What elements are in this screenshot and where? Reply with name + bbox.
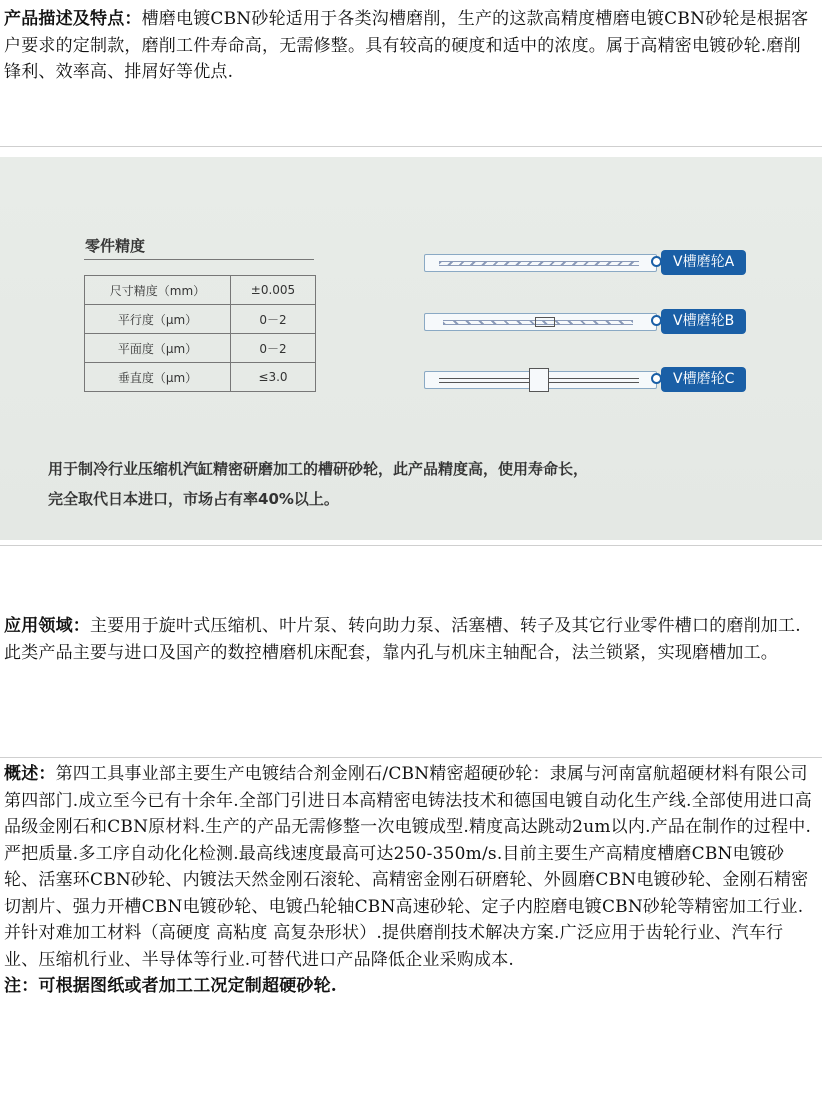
wheel-b-label: V槽磨轮B [661, 309, 746, 334]
table-cell-value: 0－2 [231, 305, 316, 334]
table-cell-label: 垂直度（μm） [85, 363, 231, 392]
panel-title-underline [84, 259, 314, 260]
table-row [85, 363, 316, 392]
table-cell-value: ±0.005 [231, 276, 316, 305]
wheel-b-hub [535, 317, 555, 327]
table-cell-label: 平面度（μm） [85, 334, 231, 363]
wheel-diagram-c [424, 367, 764, 393]
wheel-diagram-a [424, 250, 764, 276]
table-row [85, 334, 316, 363]
application-label: 应用领域： [4, 616, 90, 636]
wheel-c-label: V槽磨轮C [661, 367, 746, 392]
divider [0, 146, 822, 147]
overview-paragraph [4, 761, 816, 1000]
panel-caption-line-1: 用于制冷行业压缩机汽缸精密研磨加工的槽研砂轮，此产品精度高，使用寿命长， [48, 460, 589, 478]
table-cell-label: 平行度（μm） [85, 305, 231, 334]
precision-table [84, 275, 316, 392]
wheel-diagram-b [424, 309, 764, 335]
overview-label: 概述： [4, 764, 56, 784]
product-image-panel [0, 157, 822, 540]
wheel-a-label: V槽磨轮A [661, 250, 746, 275]
overview-note: 注：可根据图纸或者加工工况定制超硬砂轮. [4, 976, 337, 996]
features-text: 槽磨电镀CBN砂轮适用于各类沟槽磨削，生产的这款高精度槽磨电镀CBN砂轮是根据客户要求的定制款，磨削工件寿命高，无需修整。具有较高的硬度和适中的浓度。属于高精密电镀砂轮.磨削锋利、效率高、排屑好等优点. [4, 9, 809, 82]
divider [0, 757, 822, 758]
wheel-c-hub [529, 368, 549, 392]
features-label: 产品描述及特点： [4, 9, 142, 29]
application-paragraph [4, 613, 816, 666]
table-row [85, 305, 316, 334]
features-paragraph [4, 6, 816, 86]
wheel-a-pattern [439, 261, 639, 266]
wheel-b-body [424, 313, 657, 331]
table-cell-value: ≤3.0 [231, 363, 316, 392]
application-text: 主要用于旋叶式压缩机、叶片泵、转向助力泵、活塞槽、转子及其它行业零件槽口的磨削加工.此类产品主要与进口及国产的数控槽磨机床配套，靠内孔与机床主轴配合，法兰锁紧，实现磨槽加工。 [4, 616, 801, 663]
panel-caption-line-2: 完全取代日本进口，市场占有率40%以上。 [48, 490, 339, 508]
table-cell-label: 尺寸精度（mm） [85, 276, 231, 305]
overview-text: 第四工具事业部主要生产电镀结合剂金刚石/CBN精密超硬砂轮：隶属与河南富航超硬材料有限公司第四部门.成立至今已有十余年.全部门引进日本高精密电铸法技术和德国电镀自动化生产线.全部使用进口高品级金刚石和CBN原材料.生产的产品无需修整一次电镀成型.精度高达跳动2um以内.产品在制作的过程中.严把质量.多工序自动化化检测.最高线速度最高可达250-350m/s.目前主要生产高精度槽磨CBN电镀砂轮、活塞环CBN砂轮、内镀法天然金刚石滚轮、高精密金刚石研磨轮、外圆磨CBN电镀砂轮、金刚石精密切割片、强力开槽CBN电镀砂轮、电镀凸轮轴CBN高速砂轮、定子内腔磨电镀CBN砂轮等精密加工行业.并针对难加工材料（高硬度 高粘度 高复杂形状）.提供磨削技术解决方案.广泛应用于齿轮行业、汽车行业、压缩机行业、半导体等行业.可替代进口产品降低企业采购成本. [4, 764, 813, 970]
panel-title: 零件精度 [85, 237, 146, 255]
table-row [85, 276, 316, 305]
table-cell-value: 0－2 [231, 334, 316, 363]
wheel-a-body [424, 254, 657, 272]
divider [0, 545, 822, 546]
wheel-c-body [424, 371, 657, 389]
